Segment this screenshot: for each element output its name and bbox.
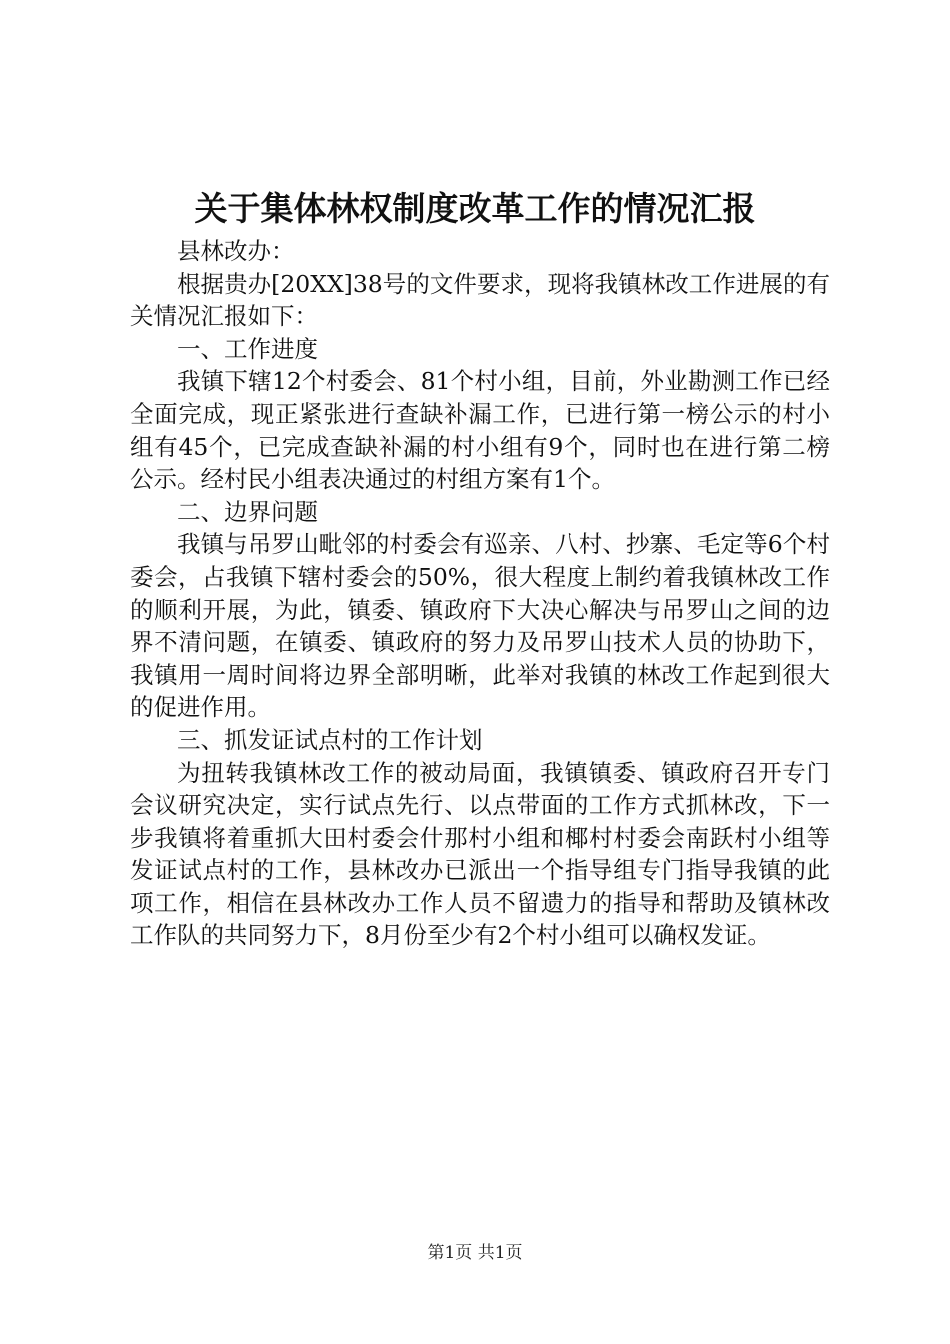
document-title: 关于集体林权制度改革工作的情况汇报 bbox=[194, 189, 756, 228]
section-paragraph-progress: 我镇下辖12个村委会、81个村小组，目前，外业勘测工作已经全面完成，现正紧张进行查缺补漏工作，已进行第一榜公示的村小组有45个，已完成查缺补漏的村小组有9个，同时也在进行第二榜公示。经村民小组表决通过的村组方案有1个。 bbox=[130, 367, 830, 494]
section-heading-boundary: 二、边界问题 bbox=[177, 497, 318, 526]
section-heading-plan: 三、抓发证试点村的工作计划 bbox=[177, 725, 483, 754]
section-paragraph-boundary: 我镇与吊罗山毗邻的村委会有巡亲、八村、抄寨、毛定等6个村委会，占我镇下辖村委会的50%，很大程度上制约着我镇林改工作的顺利开展，为此，镇委、镇政府下大决心解决与吊罗山之间的边界不清问题，在镇委、镇政府的努力及吊罗山技术人员的协助下，我镇用一周时间将边界全部明晰，此举对我镇的林改工作起到很大的促进作用。 bbox=[130, 530, 830, 722]
document-body bbox=[130, 235, 830, 952]
intro-paragraph: 根据贵办[20XX]38号的文件要求，现将我镇林改工作进展的有关情况汇报如下： bbox=[130, 269, 830, 331]
salutation: 县林改办： bbox=[177, 237, 295, 265]
page-footer: 第1页 共1页 bbox=[427, 1243, 523, 1263]
section-heading-progress: 一、工作进度 bbox=[177, 334, 318, 363]
section-paragraph-plan: 为扭转我镇林改工作的被动局面，我镇镇委、镇政府召开专门会议研究决定，实行试点先行、以点带面的工作方式抓林改，下一步我镇将着重抓大田村委会什那村小组和椰村村委会南跃村小组等发证试点村的工作，县林改办已派出一个指导组专门指导我镇的此项工作，相信在县林改办工作人员不留遗力的指导和帮助及镇林改工作队的共同努力下，8月份至少有2个村小组可以确权发证。 bbox=[130, 758, 830, 950]
